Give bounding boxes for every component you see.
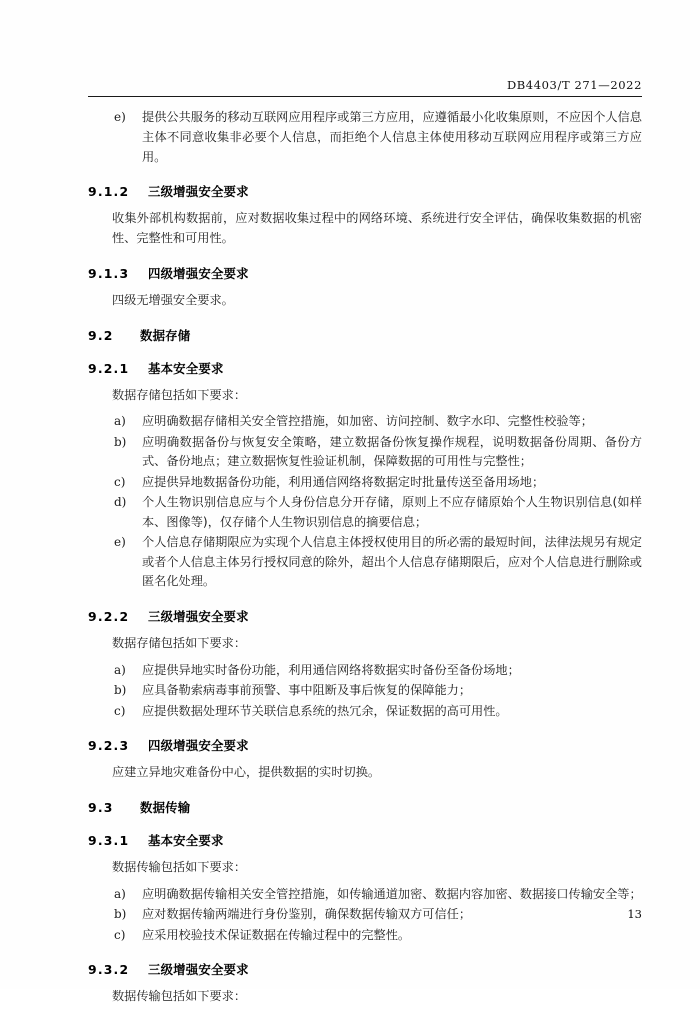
page-number: 13	[627, 907, 642, 921]
list-text: 个人生物识别信息应与个人身份信息分开存储，原则上不应存储原始个人生物识别信息(如样本、图像等)，仅存储个人生物识别信息的摘要信息；	[142, 495, 642, 529]
list-marker: b)	[114, 434, 127, 449]
list-text: 应明确数据存储相关安全管控措施，如加密、访问控制、数字水印、完整性校验等；	[142, 414, 593, 429]
list-text: 应明确数据传输相关安全管控措施，如传输通道加密、数据内容加密、数据接口传输安全等；	[142, 886, 642, 901]
section-number: 9.3.2	[88, 962, 130, 978]
section-heading	[88, 831, 642, 849]
list-marker: e)	[114, 110, 126, 124]
list-item	[112, 533, 642, 592]
section-paragraph: 应建立异地灾难备份中心，提供数据的实时切换。	[112, 765, 381, 780]
section-title: 四级增强安全要求	[148, 738, 249, 754]
list-item	[112, 108, 642, 167]
list-marker: c)	[114, 703, 126, 718]
list-item	[112, 433, 642, 472]
header-rule	[88, 96, 642, 97]
list-marker: e)	[114, 535, 126, 550]
section-heading	[88, 607, 642, 625]
section-heading	[88, 798, 642, 816]
list-text: 应采用校验技术保证数据在传输过程中的完整性。	[142, 927, 411, 942]
section-number: 9.2	[88, 327, 114, 343]
section-title: 四级增强安全要求	[148, 265, 249, 281]
section-title: 基本安全要求	[148, 833, 224, 849]
section-number: 9.2.3	[88, 738, 130, 754]
section-heading	[88, 736, 642, 754]
section-paragraph: 四级无增强安全要求。	[112, 292, 234, 307]
list-marker: a)	[114, 662, 126, 677]
section-heading	[88, 960, 642, 978]
list-item	[112, 702, 642, 722]
list-item	[112, 885, 642, 905]
clause-list	[112, 661, 642, 722]
list-item	[112, 412, 642, 432]
list-item	[112, 926, 642, 946]
section-paragraph: 数据传输包括如下要求：	[112, 989, 247, 1004]
section-title: 三级增强安全要求	[148, 962, 249, 978]
section-heading	[88, 359, 642, 377]
clause-list	[112, 885, 642, 946]
list-text: 应明确数据备份与恢复安全策略，建立数据备份恢复操作规程，说明数据备份周期、备份方式、备份地点；建立数据恢复性验证机制，保障数据的可用性与完整性；	[142, 434, 642, 469]
list-marker: b)	[114, 683, 127, 698]
section-number: 9.1.3	[88, 265, 130, 281]
list-marker: b)	[114, 907, 127, 922]
sections-container	[88, 182, 642, 1007]
section-title: 三级增强安全要求	[148, 184, 249, 200]
list-item	[112, 473, 642, 493]
section-heading	[88, 182, 642, 200]
list-item	[112, 661, 642, 681]
list-item	[112, 493, 642, 532]
list-text: 应具备勒索病毒事前预警、事中阻断及事后恢复的保障能力；	[142, 683, 472, 698]
section-number: 9.1.2	[88, 184, 130, 200]
list-item	[112, 905, 642, 925]
section-number: 9.3	[88, 800, 114, 816]
page-content	[88, 108, 642, 1014]
section-title: 基本安全要求	[148, 360, 224, 376]
clause-list	[112, 412, 642, 592]
section-title: 数据传输	[140, 800, 191, 816]
section-number: 9.3.1	[88, 833, 130, 849]
list-text: 提供公共服务的移动互联网应用程序或第三方应用，应遵循最小化收集原则，不应因个人信息主体不同意收集非必要个人信息，而拒绝个人信息主体使用移动互联网应用程序或第三方应用。	[142, 110, 642, 164]
section-title: 数据存储	[140, 327, 191, 343]
section-number: 9.2.2	[88, 609, 130, 624]
list-item	[112, 681, 642, 701]
section-heading	[88, 326, 642, 344]
section-paragraph: 数据存储包括如下要求：	[112, 387, 247, 402]
list-text: 个人信息存储期限应为实现个人信息主体授权使用目的所必需的最短时间，法律法规另有规定或者个人信息主体另行授权同意的除外，超出个人信息存储期限后，应对个人信息进行删除或匿名化处理。	[142, 535, 642, 589]
section-paragraph: 收集外部机构数据前，应对数据收集过程中的网络环境、系统进行安全评估，确保收集数据的机密性、完整性和可用性。	[112, 211, 642, 246]
list-text: 应提供异地数据备份功能，利用通信网络将数据定时批量传送至备用场地；	[142, 474, 545, 489]
list-marker: c)	[114, 927, 126, 942]
section-number: 9.2.1	[88, 360, 130, 376]
list-text: 应对数据传输两端进行身份鉴别，确保数据传输双方可信任；	[142, 907, 472, 922]
list-text: 应提供数据处理环节关联信息系统的热冗余，保证数据的高可用性。	[142, 703, 508, 718]
list-marker: a)	[114, 414, 126, 429]
section-paragraph: 数据存储包括如下要求：	[112, 636, 247, 650]
page-header-standard-code: DB4403/T 271—2022	[506, 78, 642, 92]
list-marker: c)	[114, 474, 126, 489]
list-marker: a)	[114, 886, 126, 901]
section-paragraph: 数据传输包括如下要求：	[112, 860, 247, 875]
section-heading	[88, 264, 642, 282]
list-text: 应提供异地实时备份功能，利用通信网络将数据实时备份至备份场地；	[142, 662, 520, 677]
section-title: 三级增强安全要求	[148, 609, 249, 624]
list-marker: d)	[114, 495, 127, 510]
